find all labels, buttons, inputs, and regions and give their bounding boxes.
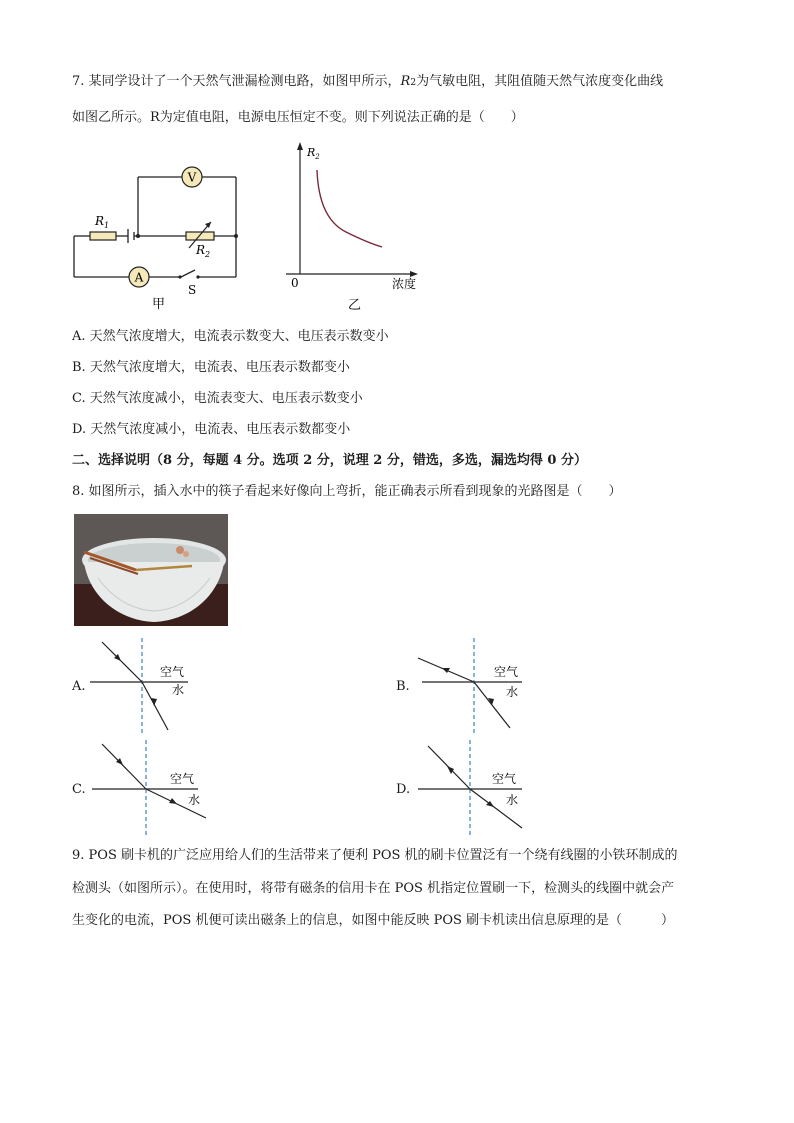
r2-label: $R_2$ xyxy=(196,243,211,259)
switch-label: S xyxy=(188,283,197,297)
q9-stem-line1: 9. POS 刷卡机的广泛应用给人们的生活带来了便利 POS 机的刷卡位置泛有一个绕有线圈的小铁环制成的 xyxy=(72,848,678,863)
r2-gas-resistor xyxy=(186,232,214,240)
resistance-curve xyxy=(317,170,382,247)
water-label: 水 xyxy=(172,683,185,697)
ray-diagram-b[interactable] xyxy=(414,636,534,736)
q8-option-a-letter[interactable]: A. xyxy=(72,679,86,694)
resistance-concentration-graph xyxy=(282,140,432,315)
section2-heading: 二、选择说明（8 分，每题 4 分。选项 2 分，说理 2 分，错选，多选，漏选均得 0 分） xyxy=(72,453,587,468)
r1-label: $R_1$ xyxy=(95,214,110,230)
ray-diagram-c[interactable] xyxy=(88,738,213,838)
water-label: 水 xyxy=(506,685,519,699)
q8-option-d-letter[interactable]: D. xyxy=(396,782,411,797)
graph-y-label: $R_2$ xyxy=(307,146,320,161)
q8-option-c-letter[interactable]: C. xyxy=(72,782,86,797)
air-label: 空气 xyxy=(170,772,195,786)
graph-origin: 0 xyxy=(291,276,299,290)
circuit-diagram xyxy=(68,160,248,310)
water-label: 水 xyxy=(188,793,201,807)
bowl-photo xyxy=(74,514,228,626)
q9-stem-line2: 检测头（如图所示）。在使用时，将带有磁条的信用卡在 POS 机指定位置刷一下，检测头的线圈中就会产 xyxy=(72,881,675,896)
ray-diagram-d[interactable] xyxy=(414,738,534,838)
r1-resistor xyxy=(90,232,116,240)
graph-caption: 乙 xyxy=(348,298,362,313)
q7-stem-line1: 7. 某同学设计了一个天然气泄漏检测电路，如图甲所示，R2为气敏电阻，其阻值随天然气浓度变化曲线 xyxy=(72,74,664,89)
q7-option-d[interactable]: D. 天然气浓度减小，电流表、电压表示数都变小 xyxy=(72,422,351,437)
q9-stem-line3: 生变化的电流，POS 机便可读出磁条上的信息，如图中能反映 POS 刷卡机读出信息原理的是（ ） xyxy=(72,913,675,928)
circuit-node xyxy=(136,234,140,238)
air-label: 空气 xyxy=(160,665,185,679)
q7-stem-line2: 如图乙所示。R为定值电阻，电源电压恒定不变。则下列说法正确的是（ ） xyxy=(72,110,524,125)
q7-option-a[interactable]: A. 天然气浓度增大，电流表示数变大、电压表示数变小 xyxy=(72,329,389,344)
q7-option-b[interactable]: B. 天然气浓度增大，电流表、电压表示数都变小 xyxy=(72,360,350,375)
circuit-caption: 甲 xyxy=(152,297,166,310)
q8-option-b-letter[interactable]: B. xyxy=(396,679,410,694)
graph-x-label: 浓度 xyxy=(392,277,417,291)
ammeter-label: A xyxy=(134,270,144,285)
air-label: 空气 xyxy=(492,772,517,786)
water-label: 水 xyxy=(506,793,519,807)
q7-option-c[interactable]: C. 天然气浓度减小，电流表变大、电压表示数变小 xyxy=(72,391,363,406)
voltmeter-label: V xyxy=(187,170,197,185)
q8-stem: 8. 如图所示，插入水中的筷子看起来好像向上弯折，能正确表示所看到现象的光路图是（ ） xyxy=(72,484,622,499)
circuit-node xyxy=(234,234,238,238)
air-label: 空气 xyxy=(494,665,519,679)
ray-diagram-a[interactable] xyxy=(88,636,198,736)
